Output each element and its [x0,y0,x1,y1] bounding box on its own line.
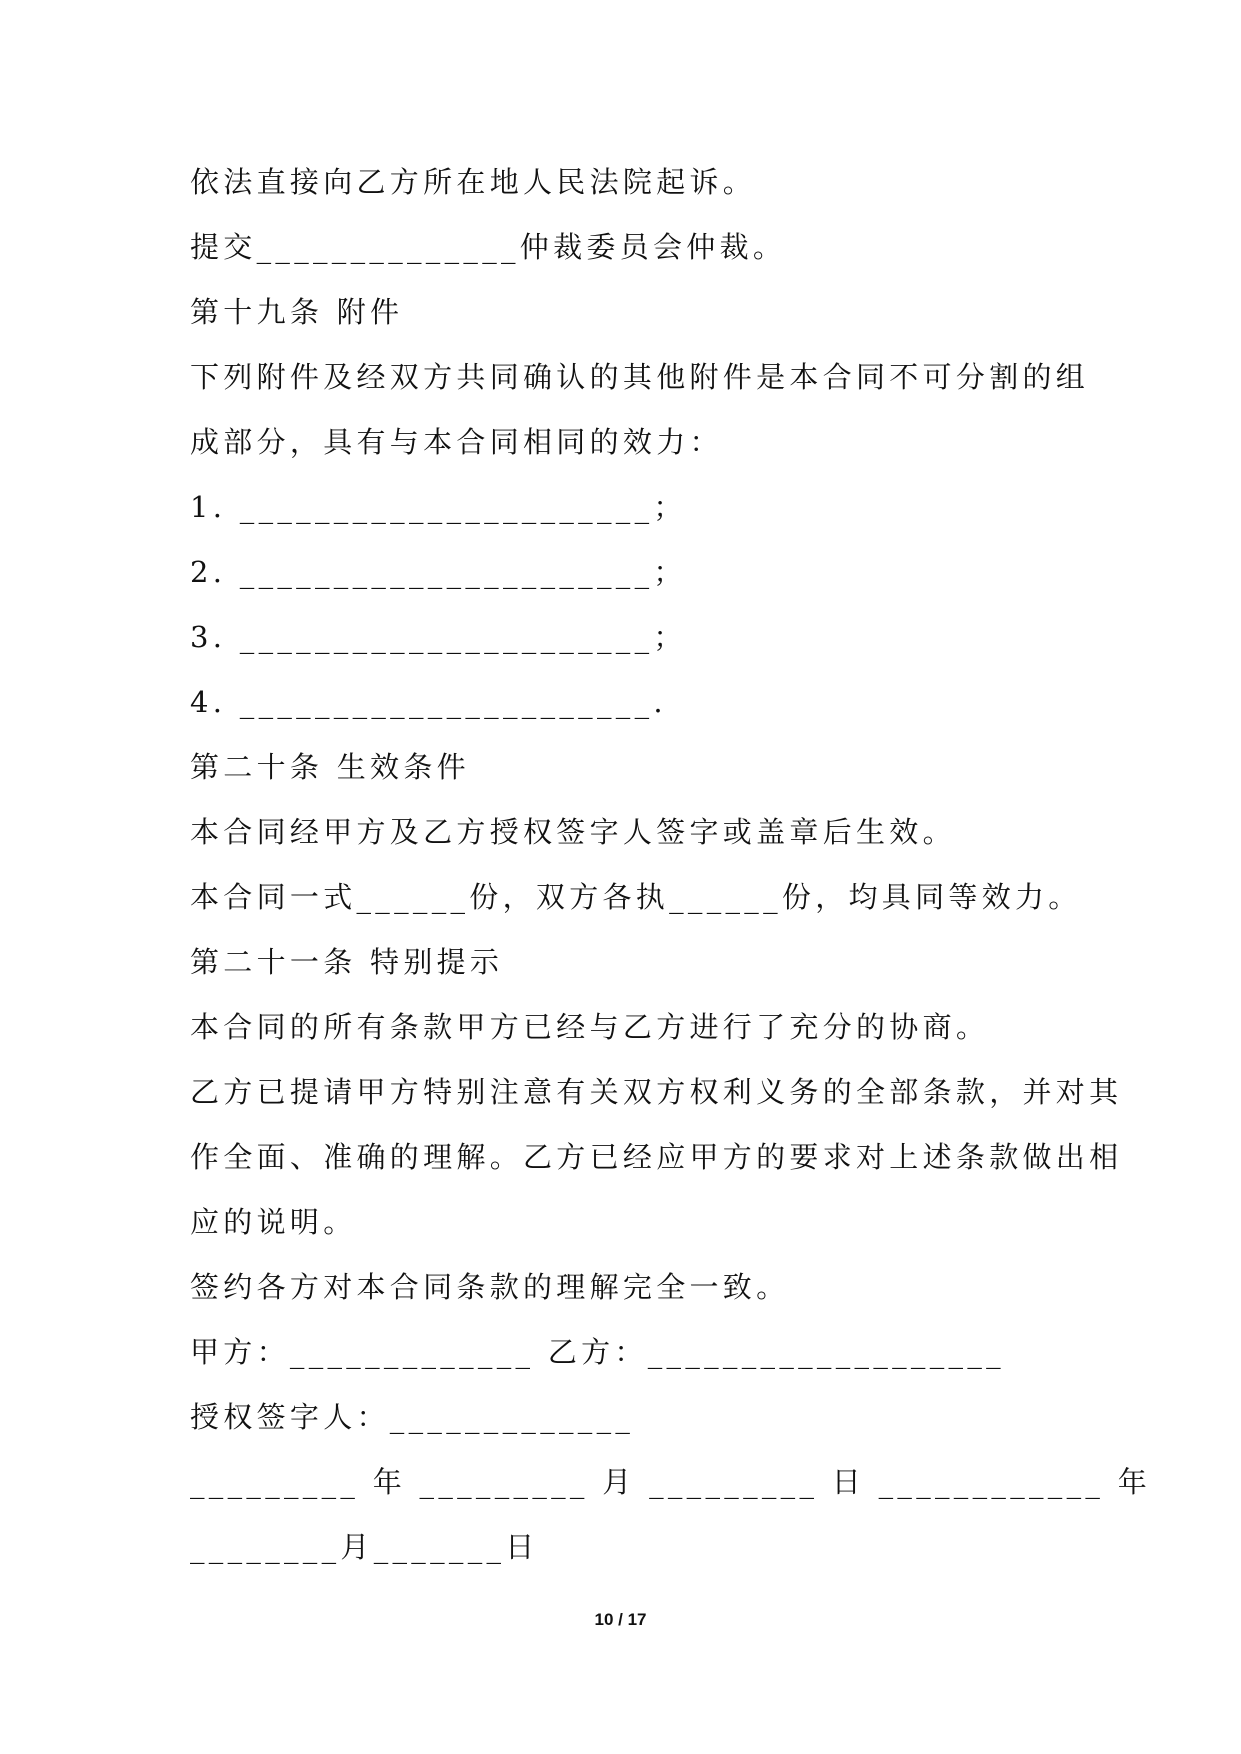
text-line-1: 依法直接向乙方所在地人民法院起诉。 [190,165,757,199]
party-signature-line: 甲方：_____________ 乙方：___________________ [190,1335,1005,1369]
date-line-2: ________月_______日 [190,1530,539,1564]
text-line-16: 作全面、准确的理解。乙方已经应甲方的要求对上述条款做出相 [190,1140,1123,1174]
page-number: 10 / 17 [594,1610,647,1629]
text-line-4: 下列附件及经双方共同确认的其他附件是本合同不可分割的组 [190,360,1090,394]
article-heading-19: 第十九条 附件 [190,295,404,329]
text-line-5: 成部分，具有与本合同相同的效力： [190,425,723,459]
attachment-item-2: 2. ______________________； [190,555,687,589]
date-line-1: _________ 年 _________ 月 _________ 日 ____________ 年 [190,1465,1152,1499]
text-line-17: 应的说明。 [190,1205,357,1239]
text-line-15: 乙方已提请甲方特别注意有关双方权利义务的全部条款，并对其 [190,1075,1123,1109]
attachment-item-4: 4. ______________________. [190,685,667,719]
text-line-14: 本合同的所有条款甲方已经与乙方进行了充分的协商。 [190,1010,990,1044]
attachment-item-3: 3. ______________________； [190,620,687,654]
text-line-12: 本合同一式______份，双方各执______份，均具同等效力。 [190,880,1082,914]
article-heading-20: 第二十条 生效条件 [190,750,470,784]
attachment-item-1: 1. ______________________； [190,490,687,524]
text-line-18: 签约各方对本合同条款的理解完全一致。 [190,1270,790,1304]
text-line-2: 提交______________仲裁委员会仲裁。 [190,230,787,264]
text-line-11: 本合同经甲方及乙方授权签字人签字或盖章后生效。 [190,815,956,849]
article-heading-21: 第二十一条 特别提示 [190,945,504,979]
authorized-signatory-line: 授权签字人：_____________ [190,1400,635,1434]
